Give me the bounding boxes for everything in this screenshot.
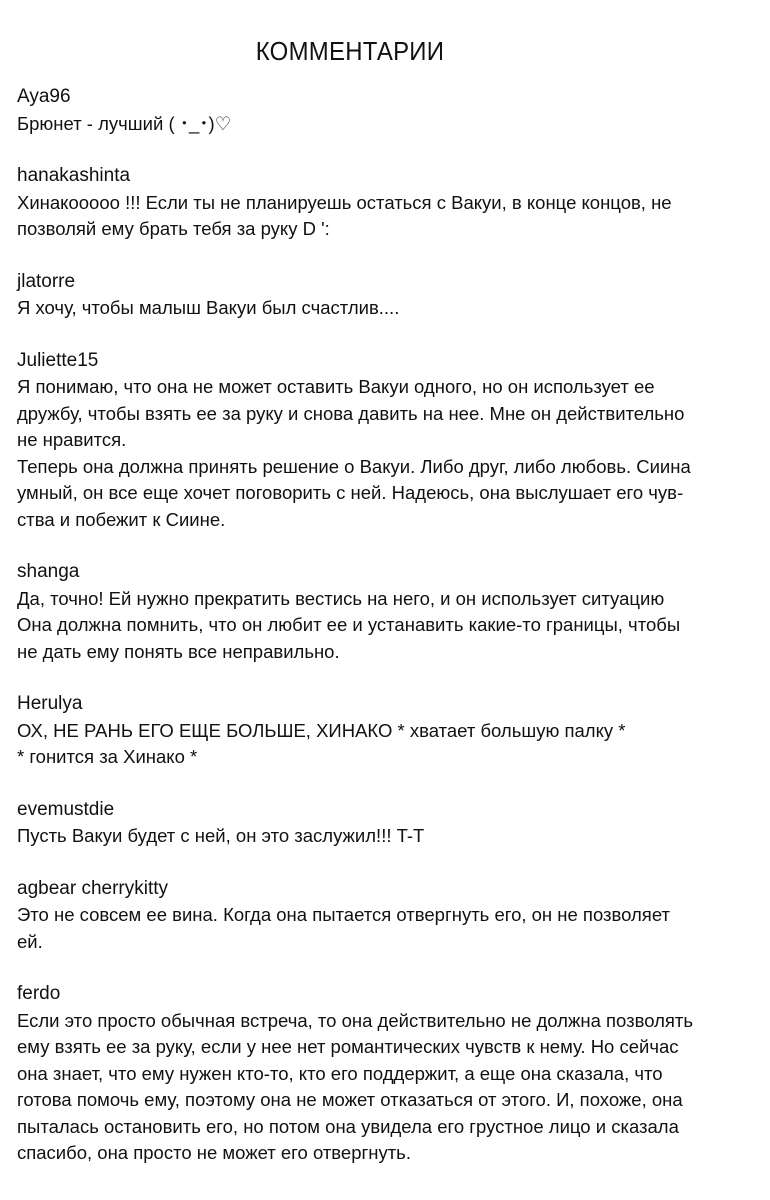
page-title: КОММЕНТАРИИ [255,36,445,66]
comment-text-line: умный, он все еще хочет поговорить с ней. Надеюсь, она выслушает его чув- [17,482,684,503]
comment [17,269,769,322]
comment-text-line: Пусть Вакуи будет с ней, он это заслужил!!! T-T [17,825,425,846]
comment-text-line: позволяй ему брать тебя за руку D ': [17,218,330,239]
comment [17,163,769,243]
comment-text-line: спасибо, она просто не может его отвергнуть. [17,1142,411,1163]
comment-text-line: ей. [17,930,43,952]
comment-text-line: * гонится за Хинако * [17,746,198,767]
comment-text-line: Если это просто обычная встреча, то она действительно не должна позволять [17,1009,694,1031]
comment-author: jlatorre [17,270,76,292]
comment-text-line: Теперь она должна принять решение о Вакуи. Либо друг, либо любовь. Сиина [17,455,691,477]
comment [17,876,769,956]
comment-text-line: Я хочу, чтобы малыш Вакуи был счастлив.... [17,297,400,318]
comment-list [17,84,769,1193]
comment-text-line: Брюнет - лучший ( ･_･)♡ [17,112,232,134]
comment [17,981,769,1167]
comment-text-line: Хинакооооо !!! Если ты не планируешь остаться с Вакуи, в конце концов, не [17,191,672,213]
comment-text-line: ему взять ее за руку, если у нее нет романтических чувств к нему. Но сейчас [17,1036,679,1057]
comment-author: agbear cherrykitty [17,877,169,899]
comment-author: ferdo [17,983,61,1004]
comment-text-line: не нравится. [17,429,127,450]
comment-text-line: ства и побежит к Сиине. [17,508,226,530]
comment-author: Herulya [17,693,83,714]
comment-text-line: она знает, что ему нужен кто-то, кто его поддержит, а еще она сказала, что [17,1062,663,1084]
comment-author: evemustdie [17,798,115,820]
comment-text-line: пыталась остановить его, но потом она увидела его грустное лицо и сказала [17,1115,679,1137]
comment-text-line: дружбу, чтобы взять ее за руку и снова давить на нее. Мне он действительно [17,402,685,424]
comment-author: Juliette15 [17,349,99,371]
comment-text-line: Это не совсем ее вина. Когда она пытается отвергнуть его, он не позволяет [17,904,670,925]
comment-text-line: ОХ, НЕ РАНЬ ЕГО ЕЩЕ БОЛЬШЕ, ХИНАКО * хватает большую палку * [17,719,626,741]
comment-text-line: готова помочь ему, поэтому она не может отказаться от этого. И, похоже, она [17,1089,683,1110]
comment [17,691,769,771]
comment [17,348,769,534]
comment-author: Aya96 [17,86,71,107]
comment-text-line: не дать ему понять все неправильно. [17,640,340,662]
comment-author: shanga [17,561,80,582]
comment-text-line: Я понимаю, что она не может оставить Вакуи одного, но он использует ее [17,376,655,397]
comment-author: hanakashinta [17,165,131,186]
comment [17,797,769,850]
comment-text-line: Да, точно! Ей нужно прекратить вестись на него, и он использует ситуацию [17,587,665,609]
comment-text-line: Она должна помнить, что он любит ее и устанавить какие-то границы, чтобы [17,614,681,635]
comment [17,559,769,665]
comment [17,84,769,137]
